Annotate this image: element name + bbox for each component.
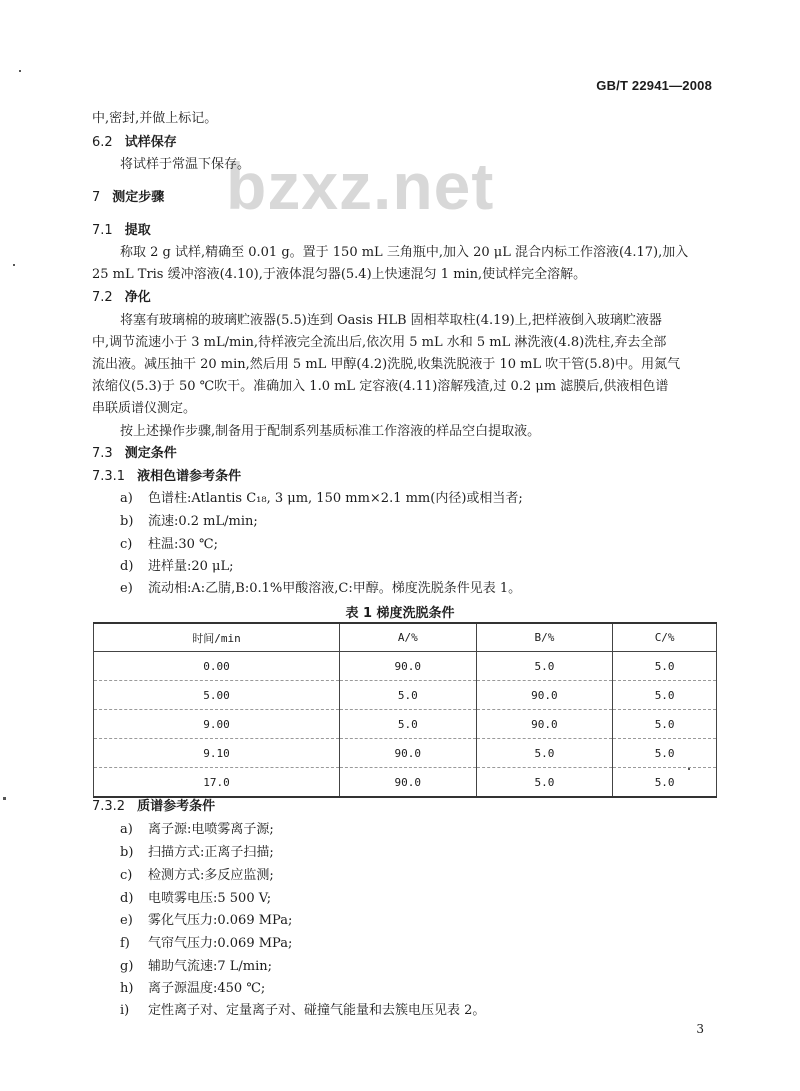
table-cell: 5.0: [613, 652, 717, 681]
list-item: e) 流动相:A:乙腈,B:0.1%甲酸溶液,C:甲醇。梯度洗脱条件见表 1。: [120, 581, 522, 596]
list-item: d) 进样量:20 μL;: [120, 559, 234, 574]
table-cell: 5.0: [613, 739, 717, 768]
scan-speck: [688, 768, 690, 770]
standard-code: GB/T 22941—2008: [596, 78, 712, 93]
scan-speck: [19, 70, 21, 72]
table-title: 表 1 梯度洗脱条件: [345, 606, 455, 621]
paragraph-line: 将试样于常温下保存。: [120, 157, 251, 172]
table-row: [94, 739, 717, 768]
paragraph-line: 25 mL Tris 缓冲溶液(4.10),于液体混匀器(5.4)上快速混匀 1 min,使试样完全溶解。: [92, 267, 587, 282]
table-header-cell: B/%: [476, 623, 613, 652]
section-heading-7-3: 7.3 测定条件: [92, 446, 177, 461]
paragraph-line: 按上述操作步骤,制备用于配制系列基质标准工作溶液的样品空白提取液。: [120, 424, 541, 439]
section-heading-7-2: 7.2 净化: [92, 290, 151, 305]
list-item: h) 离子源温度:450 ℃;: [120, 981, 266, 996]
paragraph-line: 流出液。减压抽干 20 min,然后用 5 mL 甲醇(4.2)洗脱,收集洗脱液于 10 mL 吹干管(5.8)中。用氮气: [92, 357, 681, 372]
list-item: b) 扫描方式:正离子扫描;: [120, 845, 274, 860]
section-heading-7: 7 测定步骤: [92, 190, 165, 205]
table-header-row: [94, 623, 717, 652]
table-header-cell: A/%: [339, 623, 476, 652]
list-item: c) 柱温:30 ℃;: [120, 537, 218, 552]
list-item: c) 检测方式:多反应监测;: [120, 868, 274, 883]
table-cell: 5.0: [613, 681, 717, 710]
table-row: [94, 652, 717, 681]
table-cell: 90.0: [476, 710, 613, 739]
table-cell: 9.00: [94, 710, 340, 739]
table-cell: 5.0: [476, 768, 613, 798]
table-cell: 90.0: [339, 768, 476, 798]
list-item: a) 离子源:电喷雾离子源;: [120, 822, 274, 837]
table-cell: 5.0: [613, 710, 717, 739]
paragraph-line: 浓缩仪(5.3)于 50 ℃吹干。准确加入 1.0 mL 定容液(4.11)溶解残渣,过 0.2 μm 滤膜后,供液相色谱: [92, 379, 669, 394]
scan-speck: [13, 264, 15, 266]
table-row: [94, 768, 717, 798]
list-item: a) 色谱柱:Atlantis C₁₈, 3 μm, 150 mm×2.1 mm(内径)或相当者;: [120, 491, 523, 506]
paragraph-line: 中,调节流速小于 3 mL/min,待样液完全流出后,依次用 5 mL 水和 5 mL 淋洗液(4.8)洗柱,弃去全部: [92, 335, 667, 350]
list-item: f) 气帘气压力:0.069 MPa;: [120, 936, 293, 951]
scan-speck: [3, 797, 6, 800]
section-heading-7-1: 7.1 提取: [92, 223, 151, 238]
table-cell: 90.0: [476, 681, 613, 710]
table-cell: 0.00: [94, 652, 340, 681]
table-header-cell: C/%: [613, 623, 717, 652]
table-cell: 9.10: [94, 739, 340, 768]
section-heading-6-2: 6.2 试样保存: [92, 135, 177, 150]
watermark: bzxz.net: [226, 149, 495, 223]
table-cell: 90.0: [339, 739, 476, 768]
section-heading-7-3-1: 7.3.1 液相色谱参考条件: [92, 469, 242, 484]
table-cell: 5.0: [339, 681, 476, 710]
table-cell: 5.0: [613, 768, 717, 798]
table-cell: 17.0: [94, 768, 340, 798]
table-cell: 5.0: [476, 739, 613, 768]
list-item: d) 电喷雾电压:5 500 V;: [120, 891, 272, 906]
list-item: g) 辅助气流速:7 L/min;: [120, 959, 273, 974]
gradient-elution-table: [93, 622, 717, 798]
table-cell: 5.0: [476, 652, 613, 681]
table-row: [94, 710, 717, 739]
paragraph-line: 将塞有玻璃棉的玻璃贮液器(5.5)连到 Oasis HLB 固相萃取柱(4.19)上,把样液倒入玻璃贮液器: [120, 313, 662, 328]
paragraph-line: 称取 2 g 试样,精确至 0.01 g。置于 150 mL 三角瓶中,加入 20 μL 混合内标工作溶液(4.17),加入: [120, 245, 689, 260]
table-row: [94, 681, 717, 710]
table-cell: 5.0: [339, 710, 476, 739]
page-number: 3: [696, 1022, 704, 1036]
table-cell: 5.00: [94, 681, 340, 710]
list-item: e) 雾化气压力:0.069 MPa;: [120, 913, 293, 928]
list-item: i) 定性离子对、定量离子对、碰撞气能量和去簇电压见表 2。: [120, 1003, 486, 1018]
paragraph-line: 串联质谱仪测定。: [92, 401, 197, 416]
paragraph-line: 中,密封,并做上标记。: [92, 111, 218, 126]
list-item: b) 流速:0.2 mL/min;: [120, 514, 258, 529]
table-cell: 90.0: [339, 652, 476, 681]
section-heading-7-3-2: 7.3.2 质谱参考条件: [92, 799, 216, 814]
table-header-cell: 时间/min: [94, 623, 340, 652]
